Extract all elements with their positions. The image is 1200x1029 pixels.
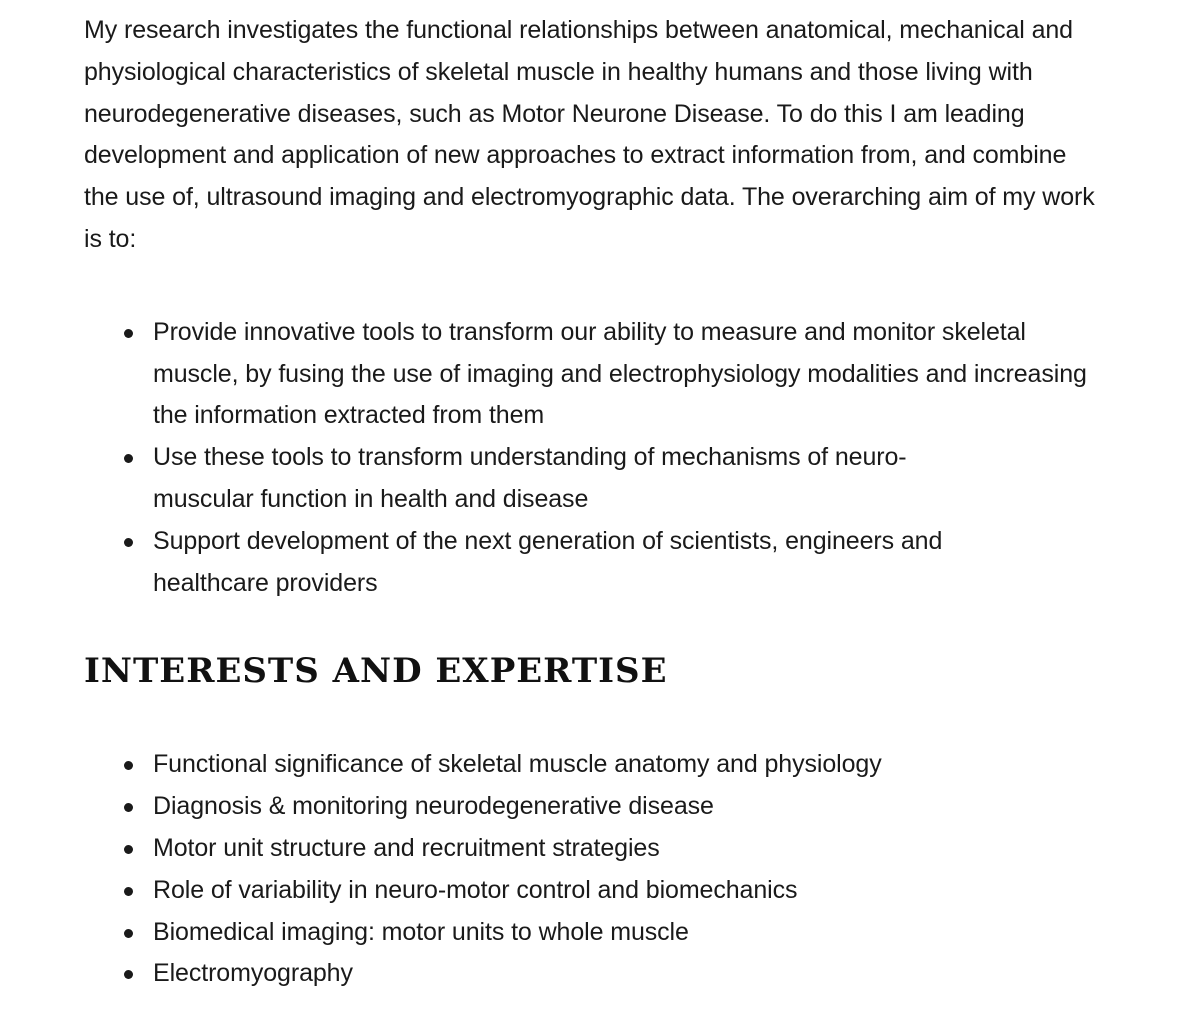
interests-heading: INTERESTS AND EXPERTISE [84,651,668,692]
aim-line: muscle, by fusing the use of imaging and electrophysiology modalities and increasing [153,359,1087,388]
aim-line: Use these tools to transform understanding of mechanisms of neuro- [153,443,907,472]
intro-line: the use of, ultrasound imaging and electromyographic data. The overarching aim of my work [84,183,1095,212]
intro-line: My research investigates the functional relationships between anatomical, mechanical and [84,16,1073,44]
aim-item [84,312,1164,437]
interest-item: Diagnosis & monitoring neurodegenerative disease [84,786,1164,828]
aim-line: Support development of the next generation of scientists, engineers and [153,526,943,555]
aim-line: Provide innovative tools to transform our ability to measure and monitor skeletal [153,317,1026,346]
aim-line: muscular function in health and disease [153,484,589,513]
aim-line: healthcare providers [153,568,378,597]
interests-list [84,744,1164,995]
research-aims-list [84,312,1164,605]
intro-line: is to: [84,224,137,253]
aim-item [84,437,1164,521]
aim-item [84,521,1164,605]
page-content [84,10,1164,995]
interest-item: Functional significance of skeletal muscle anatomy and physiology [84,744,1164,786]
intro-line: neurodegenerative diseases, such as Motor Neurone Disease. To do this I am leading [84,99,1025,128]
interest-item: Role of variability in neuro-motor control and biomechanics [84,870,1164,912]
intro-line: development and application of new approaches to extract information from, and combine [84,141,1067,170]
research-intro [84,10,1164,261]
intro-line: physiological characteristics of skeletal muscle in healthy humans and those living with [84,57,1033,86]
interest-item: Biomedical imaging: motor units to whole muscle [84,912,1164,954]
interest-item: Electromyography [84,953,1164,995]
interest-item: Motor unit structure and recruitment strategies [84,828,1164,870]
aim-line: the information extracted from them [153,401,545,430]
